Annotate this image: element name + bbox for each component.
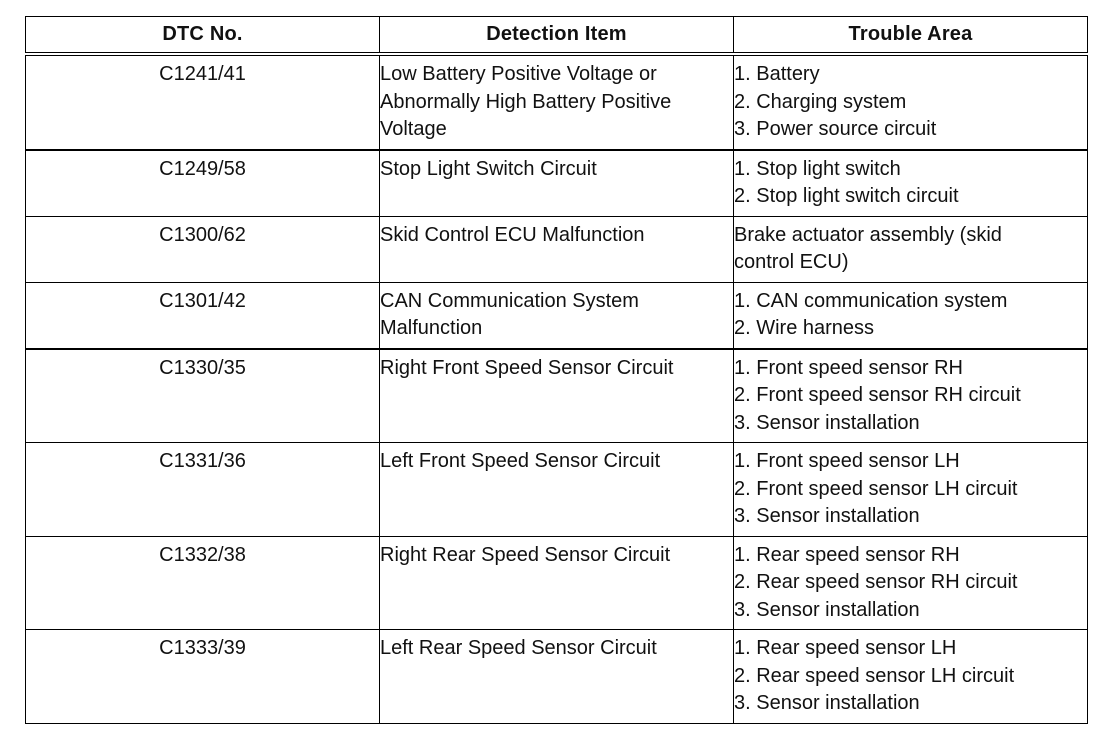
trouble-area-cell xyxy=(734,150,1088,217)
table-row xyxy=(26,150,1088,217)
trouble-area-line: 2. Stop light switch circuit xyxy=(734,185,959,207)
detection-item-line: Malfunction xyxy=(380,317,483,339)
trouble-area-line: 1. Front speed sensor LH xyxy=(734,450,960,472)
detection-item-cell xyxy=(380,443,734,537)
trouble-area-line: 1. Rear speed sensor LH xyxy=(734,637,957,659)
detection-item-line: Left Front Speed Sensor Circuit xyxy=(380,450,661,472)
trouble-area-line: control ECU) xyxy=(734,251,849,273)
detection-item-line: Left Rear Speed Sensor Circuit xyxy=(380,637,657,659)
detection-item-line: Low Battery Positive Voltage or xyxy=(380,63,657,85)
table-body xyxy=(26,54,1088,723)
detection-item-line: Stop Light Switch Circuit xyxy=(380,157,597,180)
table-row xyxy=(26,282,1088,349)
detection-item-line: CAN Communication System xyxy=(380,289,639,312)
trouble-area-line: 2. Front speed sensor RH circuit xyxy=(734,384,1021,406)
table-row xyxy=(26,54,1088,150)
header-detection-item: Detection Item xyxy=(380,17,734,55)
detection-item-cell xyxy=(380,536,734,630)
trouble-area-line: 2. Wire harness xyxy=(734,317,875,339)
detection-item-cell xyxy=(380,150,734,217)
trouble-area-line: 3. Power source circuit xyxy=(734,118,937,140)
detection-item-cell xyxy=(380,282,734,349)
dtc-code-cell: C1241/41 xyxy=(26,54,380,150)
trouble-area-line: Brake actuator assembly (skid xyxy=(734,223,1002,246)
table-row xyxy=(26,536,1088,630)
table-row xyxy=(26,216,1088,282)
trouble-area-line: 3. Sensor installation xyxy=(734,692,920,714)
dtc-code-cell: C1330/35 xyxy=(26,349,380,443)
dtc-code-cell: C1300/62 xyxy=(26,216,380,282)
dtc-code-cell: C1331/36 xyxy=(26,443,380,537)
detection-item-cell xyxy=(380,54,734,150)
trouble-area-line: 1. Front speed sensor RH xyxy=(734,356,963,379)
detection-item-cell xyxy=(380,349,734,443)
detection-item-cell xyxy=(380,216,734,282)
trouble-area-cell xyxy=(734,282,1088,349)
detection-item-cell xyxy=(380,630,734,724)
dtc-code-cell: C1332/38 xyxy=(26,536,380,630)
trouble-area-line: 3. Sensor installation xyxy=(734,598,920,621)
trouble-area-cell xyxy=(734,536,1088,630)
trouble-area-cell xyxy=(734,630,1088,724)
trouble-area-cell xyxy=(734,54,1088,150)
trouble-area-line: 3. Sensor installation xyxy=(734,411,920,434)
trouble-area-cell xyxy=(734,443,1088,537)
header-dtc-no: DTC No. xyxy=(26,17,380,55)
trouble-area-line: 1. CAN communication system xyxy=(734,289,1008,312)
trouble-area-line: 2. Front speed sensor LH circuit xyxy=(734,477,1018,500)
table-row xyxy=(26,349,1088,443)
trouble-area-line: 2. Rear speed sensor LH circuit xyxy=(734,664,1015,687)
header-trouble-area: Trouble Area xyxy=(734,17,1088,55)
trouble-area-line: 1. Rear speed sensor RH xyxy=(734,543,960,566)
table-row xyxy=(26,630,1088,724)
trouble-area-cell xyxy=(734,216,1088,282)
trouble-area-line: 1. Battery xyxy=(734,63,820,85)
dtc-code-cell: C1301/42 xyxy=(26,282,380,349)
trouble-area-line: 2. Charging system xyxy=(734,90,907,113)
trouble-area-line: 2. Rear speed sensor RH circuit xyxy=(734,571,1018,593)
table-row xyxy=(26,443,1088,537)
dtc-code-cell: C1249/58 xyxy=(26,150,380,217)
detection-item-line: Voltage xyxy=(380,118,447,140)
detection-item-line: Right Front Speed Sensor Circuit xyxy=(380,356,674,379)
header-row xyxy=(26,17,1088,55)
dtc-code-cell: C1333/39 xyxy=(26,630,380,724)
dtc-table xyxy=(25,16,1088,724)
detection-item-line: Abnormally High Battery Positive xyxy=(380,90,672,113)
detection-item-line: Skid Control ECU Malfunction xyxy=(380,223,645,246)
detection-item-line: Right Rear Speed Sensor Circuit xyxy=(380,543,671,566)
trouble-area-line: 3. Sensor installation xyxy=(734,505,920,527)
trouble-area-line: 1. Stop light switch xyxy=(734,157,901,180)
trouble-area-cell xyxy=(734,349,1088,443)
